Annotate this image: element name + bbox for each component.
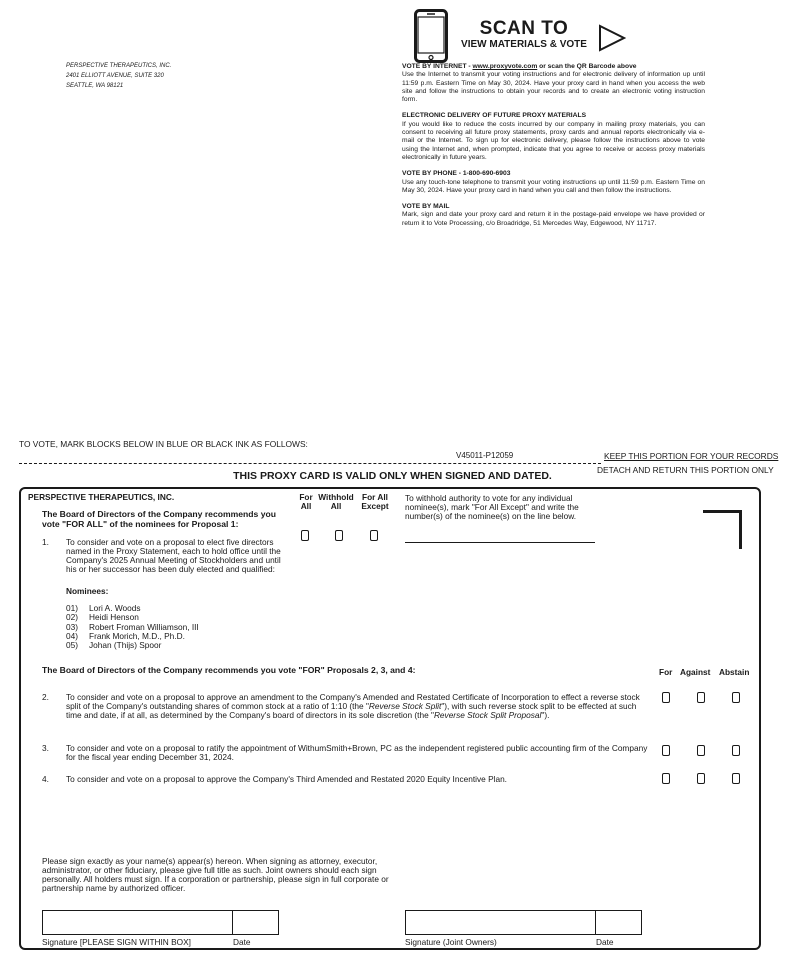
board-recommendation-2: The Board of Directors of the Company recommends you vote "FOR" Proposals 2, 3, and 4:: [42, 665, 416, 675]
internet-body: Use the Internet to transmit your voting instructions and for electronic delivery of information up until 11:59 p.m. Eastern Time on May 30, 2024. Have your proxy card in hand when you access the web site and follow the instructions to obtain your records and to create an electronic voting instruction form.: [402, 71, 705, 104]
phone-body: Use any touch-tone telephone to transmit your voting instructions up until 11:59 p.m. Eastern Time on May 30, 2024. Have your proxy card in hand when you call and then follow the instructions.: [402, 178, 705, 194]
corner-mark: [703, 510, 742, 549]
nominee-item: 03) Robert Froman Williamson, III: [66, 621, 199, 632]
p4-against-checkbox[interactable]: [697, 773, 705, 784]
scan-title: SCAN TO: [479, 18, 569, 39]
proposal-3-text: To consider and vote on a proposal to ratify the appointment of WithumSmith+Brown, PC as the independent registered public accounting firm of the Company for the fiscal year ending December 31, 2024.: [66, 743, 648, 762]
company-address: [66, 61, 171, 91]
col-for-all-except: For All Except: [361, 492, 389, 511]
joint-signature-date-divider: [595, 910, 596, 935]
control-number: V45011-P12059: [456, 451, 514, 460]
vote-by-phone: [402, 170, 705, 195]
col-against: Against: [680, 667, 711, 677]
sign-instructions: Please sign exactly as your name(s) appear(s) hereon. When signing as attorney, executor, administrator, or other fiduciary, please give full title as such. Joint owners should each sign personally. All holders must sign. If a corporation or partnership, please sign in full corporate or partnership name by authorized officer.: [42, 856, 389, 893]
joint-date-label: Date: [596, 937, 614, 947]
mail-heading: VOTE BY MAIL: [402, 203, 450, 211]
proposal-3-number: 3.: [42, 743, 49, 753]
p3-against-checkbox[interactable]: [697, 745, 705, 756]
p3-for-checkbox[interactable]: [662, 745, 670, 756]
withhold-instructions: To withhold authority to vote for any individual nominee(s), mark "For All Except" and write the number(s) of the nominee(s) on the line below.: [405, 493, 579, 521]
p2-abstain-checkbox[interactable]: [732, 692, 740, 703]
play-arrow-icon: [598, 24, 626, 52]
p2-against-checkbox[interactable]: [697, 692, 705, 703]
card-company-name: PERSPECTIVE THERAPEUTICS, INC.: [28, 492, 175, 502]
electronic-delivery: [402, 112, 705, 162]
address-line-1: 2401 ELLIOTT AVENUE, SUITE 320: [66, 73, 164, 79]
to-vote-instruction: TO VOTE, MARK BLOCKS BELOW IN BLUE OR BLACK INK AS FOLLOWS:: [19, 439, 308, 449]
col-for-all: For All: [299, 492, 313, 511]
date-label: Date: [233, 937, 251, 947]
col-abstain: Abstain: [719, 667, 750, 677]
proposal-1-number: 1.: [42, 537, 49, 547]
company-name: PERSPECTIVE THERAPEUTICS, INC.: [66, 63, 172, 69]
nominee-item: 02) Heidi Henson: [66, 612, 139, 623]
signature-box[interactable]: [42, 910, 279, 935]
delivery-body: If you would like to reduce the costs incurred by our company in mailing proxy materials, you can consent to receiving all future proxy statements, proxy cards and annual reports electronically via e-mail or the Internet. To sign up for electronic delivery, please follow the instructions above to vote using the Internet and, when prompted, indicate that you agree to receive or access proxy materials electronically in future years.: [402, 120, 705, 161]
address-line-2: SEATTLE, WA 98121: [66, 83, 124, 89]
detach-return-label: DETACH AND RETURN THIS PORTION ONLY: [597, 465, 774, 475]
proposal-2-number: 2.: [42, 692, 49, 702]
signature-date-divider: [232, 910, 233, 935]
proposal-1-text: To consider and vote on a proposal to elect five directors named in the Proxy Statement, each to hold office until the Company's 2025 Annual Meeting of Stockholders and until his or her successor has been duly elected and qualified:: [66, 537, 281, 574]
nominee-item: 05) Johan (Thijs) Spoor: [66, 640, 162, 651]
col-withhold-all: Withhold All: [318, 492, 354, 511]
proposal-4-number: 4.: [42, 774, 49, 784]
proposal-2-text: To consider and vote on a proposal to approve an amendment to the Company's Amended and Restated Certificate of Incorporation to effect a reverse stock split of the Company's outstanding shares of common stock at a ratio of 1:10 (the "Reverse Stock Split"), with such reverse stock split to be effected at such time and date, if at all, as determined by the Company's board of directors in its sole discretion (the "Reverse Stock Split Proposal").: [66, 692, 640, 720]
keep-portion-label: KEEP THIS PORTION FOR YOUR RECORDS: [604, 451, 779, 461]
col-for: For: [659, 667, 673, 677]
vote-by-internet: VOTE BY INTERNET - www.proxyvote.com or scan the QR Barcode above Use the Internet to transmit your voting instructions and for electronic delivery of information up until 11:59 p.m. Eastern Time on May 30, 2024. Have your proxy card in hand when you access the web site and follow the instructions to obtain your records and to create an electronic voting instruction form.: [402, 63, 705, 104]
proxyvote-link[interactable]: www.proxyvote.com: [472, 63, 538, 70]
proposal-4-text: To consider and vote on a proposal to approve the Company's Third Amended and Restated 2020 Equity Incentive Plan.: [66, 774, 507, 784]
voting-instructions: [402, 63, 705, 236]
nominee-item: 04) Frank Morich, M.D., Ph.D.: [66, 630, 185, 641]
scan-subtitle: VIEW MATERIALS & VOTE: [461, 39, 587, 50]
p3-abstain-checkbox[interactable]: [732, 745, 740, 756]
p1-withhold-all-checkbox[interactable]: [335, 530, 343, 541]
delivery-heading: ELECTRONIC DELIVERY OF FUTURE PROXY MATERIALS: [402, 112, 587, 120]
mail-body: Mark, sign and date your proxy card and return it in the postage-paid envelope we have provided or return it to Vote Processing, c/o Broadridge, 51 Mercedes Way, Edgewood, NY 11717.: [402, 211, 705, 227]
nominee-list: [66, 604, 199, 650]
nominees-label: Nominees:: [66, 586, 109, 596]
signature-label: Signature [PLEASE SIGN WITHIN BOX]: [42, 937, 191, 947]
vote-by-mail: [402, 203, 705, 228]
p2-for-checkbox[interactable]: [662, 692, 670, 703]
joint-signature-box[interactable]: [405, 910, 642, 935]
detach-line: [19, 463, 601, 464]
p1-for-all-checkbox[interactable]: [301, 530, 309, 541]
valid-notice: THIS PROXY CARD IS VALID ONLY WHEN SIGNED AND DATED.: [233, 470, 552, 482]
nominee-item: 01) Lori A. Woods: [66, 603, 141, 613]
p1-for-all-except-checkbox[interactable]: [370, 530, 378, 541]
smartphone-icon: [414, 9, 448, 63]
joint-signature-label: Signature (Joint Owners): [405, 937, 497, 947]
board-recommendation-1: The Board of Directors of the Company recommends you vote "FOR ALL" of the nominees for Proposal 1:: [42, 509, 276, 529]
phone-heading: VOTE BY PHONE - 1-800-690-6903: [402, 170, 511, 178]
except-nominee-line[interactable]: [405, 542, 595, 543]
p4-abstain-checkbox[interactable]: [732, 773, 740, 784]
p4-for-checkbox[interactable]: [662, 773, 670, 784]
